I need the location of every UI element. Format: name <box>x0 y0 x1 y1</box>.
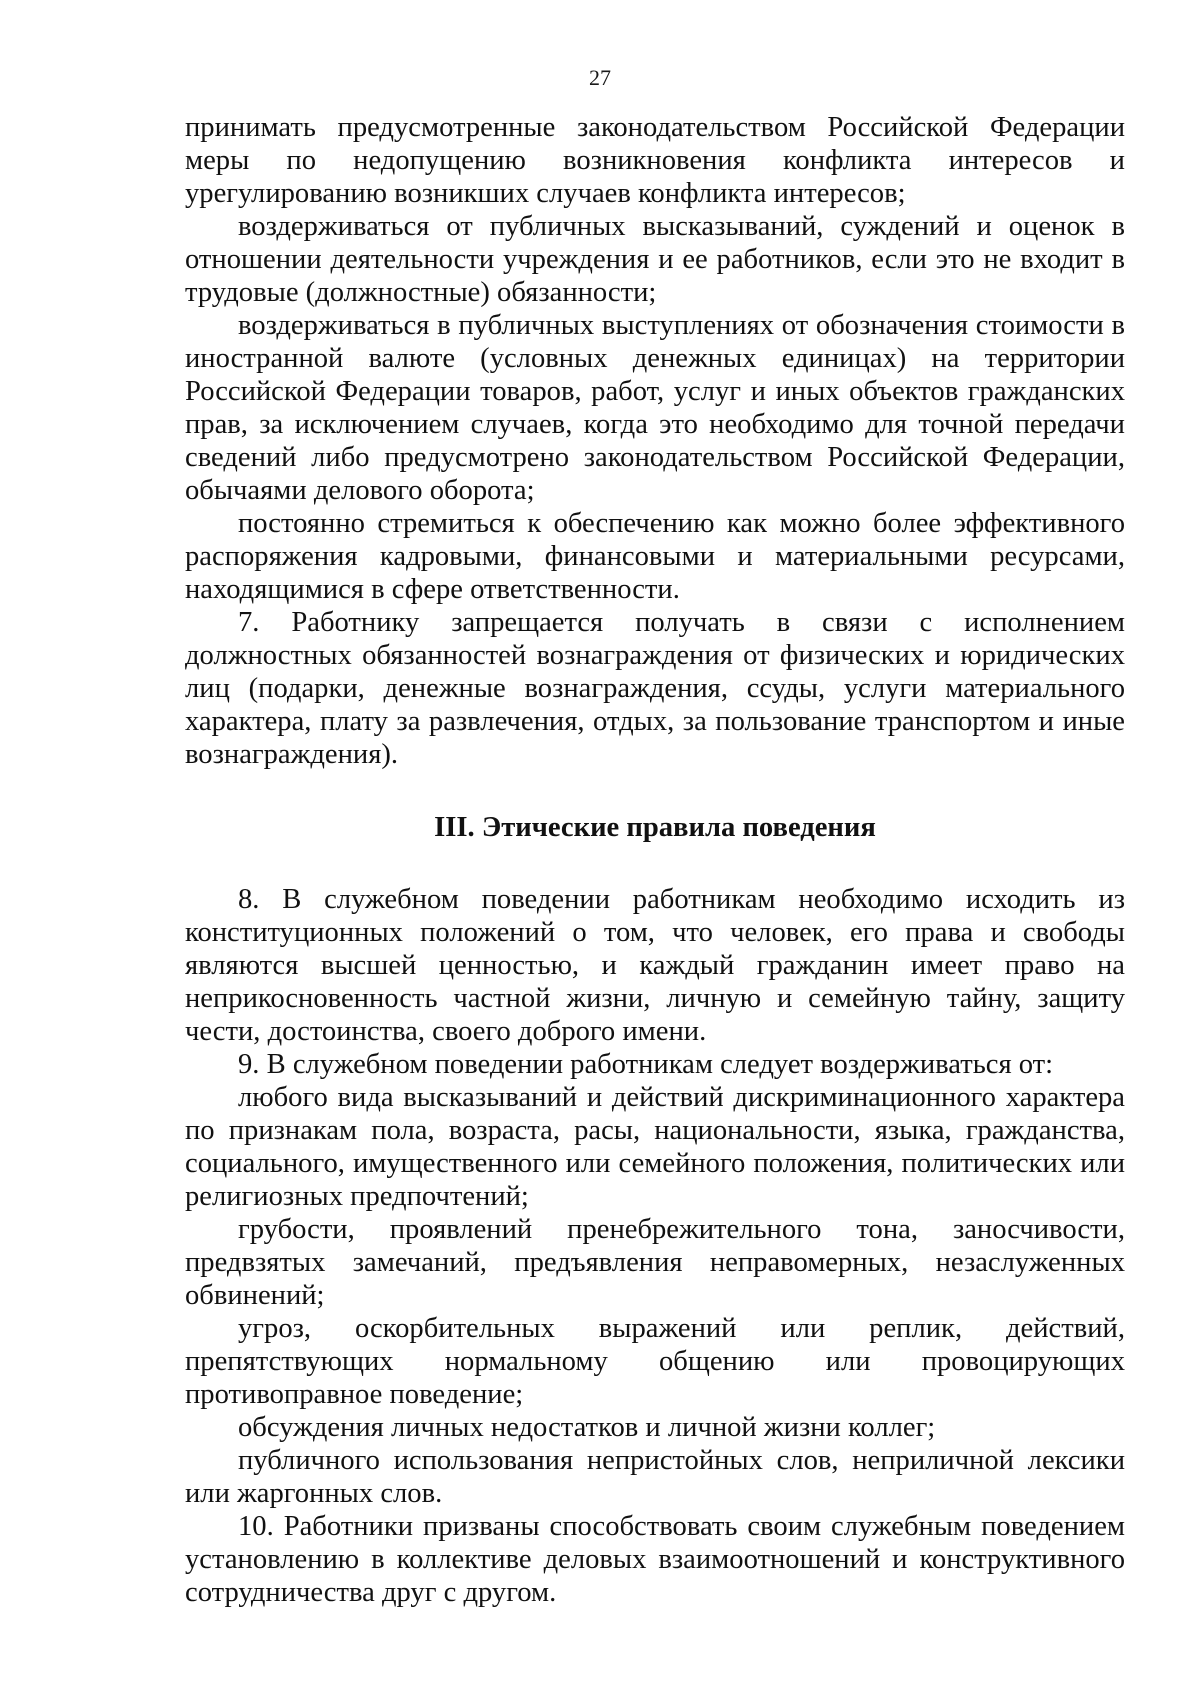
paragraph-rudeness: грубости, проявлений пренебрежительного тона, заносчивости, предвзятых замечаний, предъявления неправомерных, незаслуженных обвинений; <box>185 1214 1125 1311</box>
paragraph-discussion: обсуждения личных недостатков и личной жизни коллег; <box>238 1412 936 1443</box>
section-heading: III. Этические правила поведения <box>434 812 876 843</box>
paragraph-item-9: 9. В служебном поведении работникам следует воздерживаться от: <box>238 1049 1054 1080</box>
paragraph-refrain-foreign-currency: воздерживаться в публичных выступлениях от обозначения стоимости в иностранной валюте (условных денежных единицах) на территории Российской Федерации товаров, работ, услуг и иных объектов гражданских прав, за исключением случаев, когда это необходимо для точной передачи сведений либо предусмотрено законодательством Российской Федерации, обычаями делового оборота; <box>185 310 1125 506</box>
paragraph-obscene-language: публичного использования непристойных слов, неприличной лексики или жаргонных слов. <box>185 1445 1125 1509</box>
paragraph-item-8: 8. В служебном поведении работникам необходимо исходить из конституционных положений о том, что человек, его права и свободы являются высшей ценностью, и каждый гражданин имеет право на неприкосновенность частной жизни, личную и семейную тайну, защиту чести, достоинства, своего доброго имени. <box>185 884 1125 1047</box>
paragraph-item-10: 10. Работники призваны способствовать своим служебным поведением установлению в коллективе деловых взаимоотношений и конструктивного сотрудничества друг с другом. <box>185 1511 1125 1608</box>
paragraph-item-7: 7. Работнику запрещается получать в связи с исполнением должностных обязанностей вознаграждения от физических и юридических лиц (подарки, денежные вознаграждения, ссуды, услуги материального характера, плату за развлечения, отдых, за пользование транспортом и иные вознаграждения). <box>185 607 1125 770</box>
paragraph-discrimination: любого вида высказываний и действий дискриминационного характера по признакам пола, возраста, расы, национальности, языка, гражданства, социального, имущественного или семейного положения, политических или религиозных предпочтений; <box>185 1082 1125 1212</box>
page-number: 27 <box>589 65 611 90</box>
paragraph-threats: угроз, оскорбительных выражений или реплик, действий, препятствующих нормальному общению или провоцирующих противоправное поведение; <box>185 1313 1125 1410</box>
paragraph-measures-conflict: принимать предусмотренные законодательством Российской Федерации меры по недопущению возникновения конфликта интересов и урегулированию возникших случаев конфликта интересов; <box>185 112 1125 209</box>
paragraph-refrain-statements: воздерживаться от публичных высказываний, суждений и оценок в отношении деятельности учреждения и ее работников, если это не входит в трудовые (должностные) обязанности; <box>185 211 1125 308</box>
paragraph-efficient-resources: постоянно стремиться к обеспечению как можно более эффективного распоряжения кадровыми, финансовыми и материальными ресурсами, находящимися в сфере ответственности. <box>185 508 1125 605</box>
document-body <box>185 111 1125 1609</box>
